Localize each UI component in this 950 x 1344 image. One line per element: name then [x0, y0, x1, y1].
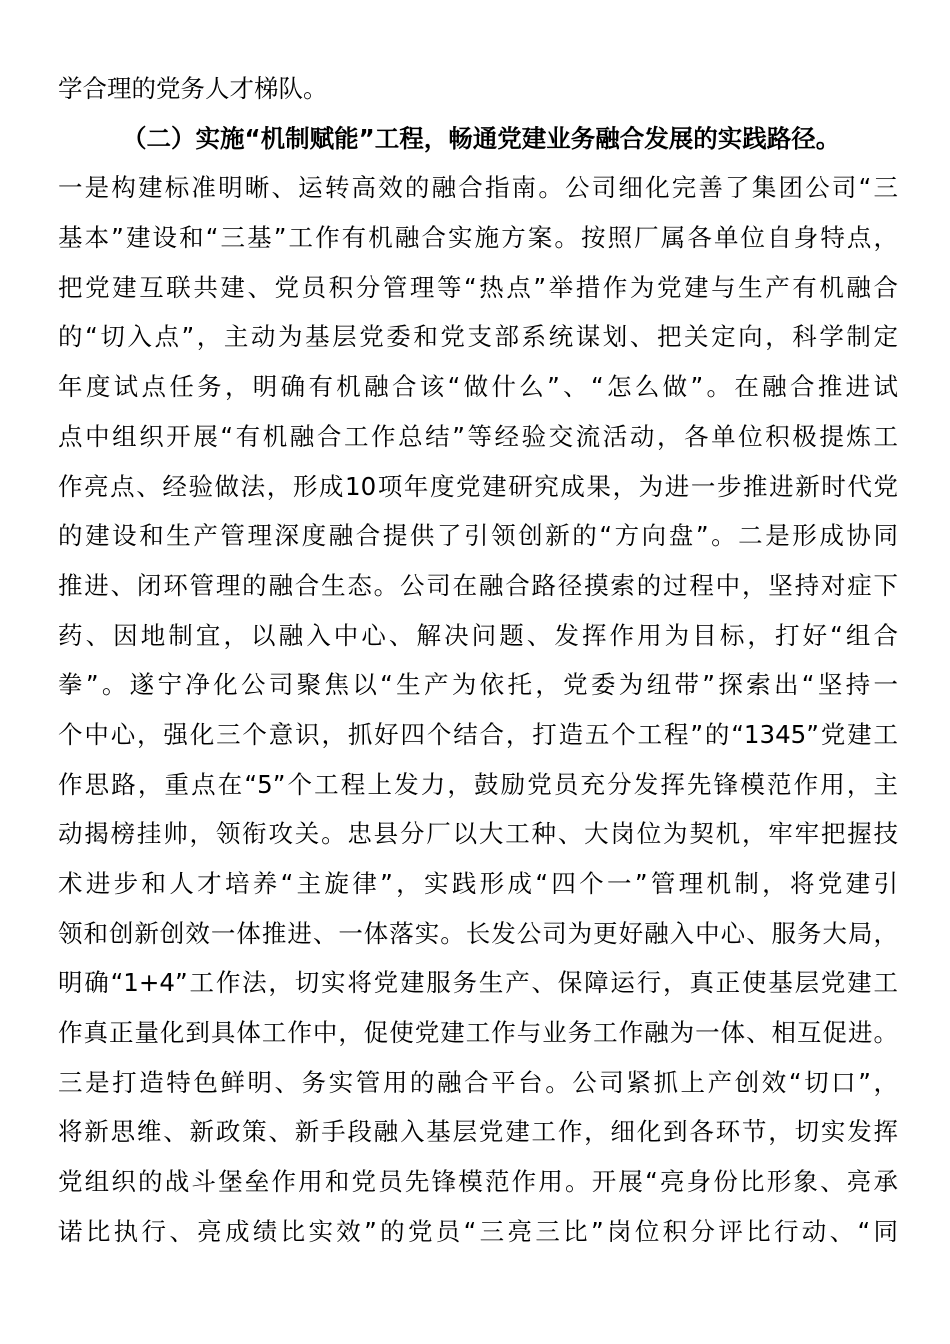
text-line: 将新思维、新政策、新手段融入基层党建工作，细化到各环节，切实发挥	[58, 1117, 898, 1147]
text-line: 年度试点任务，明确有机融合该“做什么”、“怎么做”。在融合推进试	[58, 372, 898, 402]
text-line: 领和创新创效一体推进、一体落实。长发公司为更好融入中心、服务大局，	[58, 918, 898, 948]
text-line: 的建设和生产管理深度融合提供了引领创新的“方向盘”。二是形成协同	[58, 521, 898, 551]
text-line: 把党建互联共建、党员积分管理等“热点”举措作为党建与生产有机融合	[58, 272, 898, 302]
text-line: 党组织的战斗堡垒作用和党员先锋模范作用。开展“亮身份比形象、亮承	[58, 1167, 898, 1197]
text-line: 作亮点、经验做法，形成10项年度党建研究成果，为进一步推进新时代党	[58, 471, 898, 501]
text-line: 个中心，强化三个意识，抓好四个结合，打造五个工程”的“1345”党建工	[58, 719, 898, 749]
text-line: 术进步和人才培养“主旋律”，实践形成“四个一”管理机制，将党建引	[58, 869, 898, 898]
text-line: 点中组织开展“有机融合工作总结”等经验交流活动，各单位积极提炼工	[58, 421, 898, 451]
text-line: 明确“1+4”工作法，切实将党建服务生产、保障运行，真正使基层党建工	[58, 968, 898, 998]
section-heading: （二）实施“机制赋能”工程，畅通党建业务融合发展的实践路径。	[122, 123, 841, 153]
body-text	[58, 64, 898, 1257]
text-line: 一是构建标准明晰、运转高效的融合指南。公司细化完善了集团公司“三	[58, 173, 898, 203]
text-line: 拳”。遂宁净化公司聚焦以“生产为依托，党委为纽带”探索出“坚持一	[58, 670, 898, 700]
text-line: 推进、闭环管理的融合生态。公司在融合路径摸索的过程中，坚持对症下	[58, 570, 898, 600]
text-line: 药、因地制宜，以融入中心、解决问题、发挥作用为目标，打好“组合	[58, 620, 898, 650]
text-line: 诺比执行、亮成绩比实效”的党员“三亮三比”岗位积分评比行动、“同	[58, 1216, 898, 1246]
text-line: 作真正量化到具体工作中，促使党建工作与业务工作融为一体、相互促进。	[58, 1018, 898, 1048]
text-line: 三是打造特色鲜明、务实管用的融合平台。公司紧抓上产创效“切口”，	[58, 1067, 898, 1097]
text-line: 基本”建设和“三基”工作有机融合实施方案。按照厂属各单位自身特点，	[58, 223, 898, 253]
text-line: 的“切入点”，主动为基层党委和党支部系统谋划、把关定向，科学制定	[58, 322, 898, 352]
text-line: 作思路，重点在“5”个工程上发力，鼓励党员充分发挥先锋模范作用，主	[58, 769, 898, 799]
text-line: 学合理的党务人才梯队。	[58, 74, 328, 103]
text-line: 动揭榜挂帅，领衔攻关。忠县分厂以大工种、大岗位为契机，牢牢把握技	[58, 819, 898, 849]
